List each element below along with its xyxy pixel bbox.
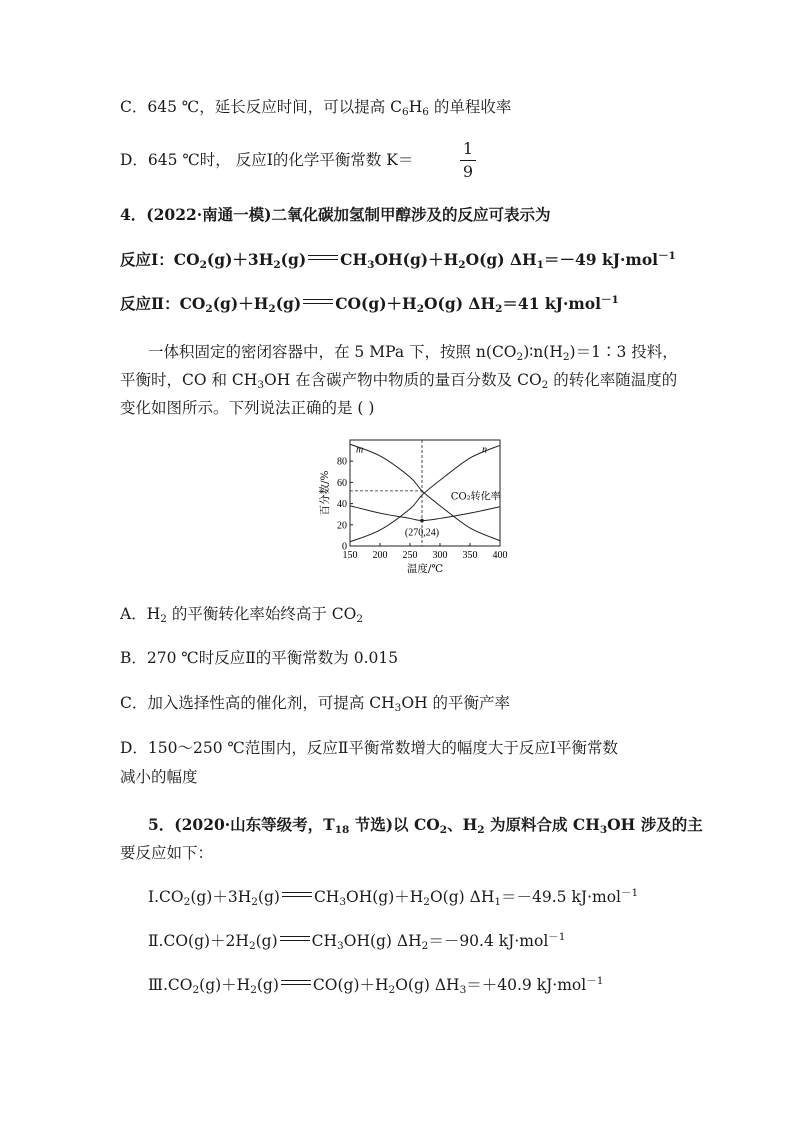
x-tick-label: 350	[462, 550, 478, 561]
q5-title: 5．(2020·山东等级考，$T_{18}$ 节选)以 $CO_2$、$H_2$ 为原料合成 $CH_3OH$ 涉及的主	[148, 815, 703, 836]
y-tick-label: 20	[337, 520, 347, 532]
q4-option-b: B．270 ℃时反应Ⅱ的平衡常数为 0.015	[120, 649, 399, 667]
q5-equation-1: $Ⅰ.CO_2(g)+3H_2(g)$ $CH_3OH(g)+H_2O(g)$ $\Delta H_1=-49.5$ kJ·mol$^{-1}$	[148, 887, 639, 908]
q4-stem-line-1: 一体积固定的密闭容器中，在 5 MPa 下，按照 $n(CO_2)∶n(H_2)=1∶3$ 投料，	[148, 343, 678, 363]
series-line-3	[350, 506, 500, 521]
q5-equation-3: $Ⅲ.CO_2(g)+H_2(g)$ $CO(g)+H_2O(g)$ $\Delta H_3=+40.9$ kJ·mol$^{-1}$	[148, 975, 604, 996]
equilibrium-arrow-icon	[303, 298, 333, 306]
q4-option-a: A．$H_2$ 的平衡转化率始终高于 $CO_2$	[120, 605, 364, 625]
x-axis-label: 温度/℃	[406, 563, 444, 575]
x-tick-label: 400	[492, 550, 508, 561]
q4-option-d-line-1: D．150～250 ℃范围内，反应Ⅱ平衡常数增大的幅度大于反应Ⅰ平衡常数	[120, 739, 619, 757]
equilibrium-arrow-icon	[282, 891, 312, 899]
q3-option-c: C．645 ℃，延长反应时间，可以提高 $C_6H_6$ 的单程收率	[120, 98, 512, 118]
temperature-chart	[300, 410, 530, 580]
q3-option-d: D．645 ℃时， 反应Ⅰ的化学平衡常数 K＝	[120, 151, 414, 169]
fraction-one-ninth: 1 9	[460, 140, 476, 181]
y-tick-label: 80	[337, 456, 347, 468]
series-label-m: m	[356, 444, 364, 456]
q4-stem-line-2: 平衡时，CO 和 $CH_3OH$ 在含碳产物中物质的量百分数及 $CO_2$ 的转化率随温度的	[120, 371, 678, 391]
q5-equation-2: $Ⅱ.CO(g)+2H_2(g)$ $CH_3OH(g)$ $\Delta H_2=-90.4$ kJ·mol$^{-1}$	[148, 931, 566, 952]
q4-stem-line-3: 变化如图所示。下列说法正确的是 ( )	[120, 399, 375, 417]
q4-reaction-1: 反应Ⅰ：$CO_2(g)+3H_2(g)$ $CH_3OH(g)+H_2O(g)$ $\Delta H_1=-49$ kJ·mol$^{-1}$	[120, 250, 676, 271]
q4-reaction-2: 反应Ⅱ：$CO_2(g)+H_2(g)$ $CO(g)+H_2O(g)$ $\Delta H_2=41$ kJ·mol$^{-1}$	[120, 294, 619, 315]
q4-option-d-line-2: 减小的幅度	[120, 768, 198, 786]
y-axis-label: 百分数/%	[319, 470, 331, 516]
q5-title-line-2: 要反应如下：	[120, 844, 214, 862]
series-label-n: n	[482, 444, 487, 456]
x-tick-label: 250	[402, 550, 418, 561]
x-tick-label: 300	[432, 550, 448, 561]
annotation-label: (270,24)	[404, 527, 440, 539]
series-label-co2: CO₂转化率	[450, 491, 501, 503]
y-tick-label: 40	[337, 499, 347, 511]
q4-option-c: C．加入选择性高的催化剂，可提高 $CH_3OH$ 的平衡产率	[120, 694, 511, 714]
equilibrium-arrow-icon	[280, 935, 310, 943]
annotation-point	[420, 519, 424, 523]
q4-title: 4．(2022·南通一模)二氧化碳加氢制甲醇涉及的反应可表示为	[120, 205, 551, 224]
equilibrium-arrow-icon	[308, 254, 338, 262]
x-tick-label: 150	[342, 550, 358, 561]
x-tick-label: 200	[372, 550, 388, 561]
y-tick-label: 0	[342, 541, 347, 553]
equilibrium-arrow-icon	[281, 979, 311, 987]
y-tick-label: 60	[337, 477, 347, 489]
